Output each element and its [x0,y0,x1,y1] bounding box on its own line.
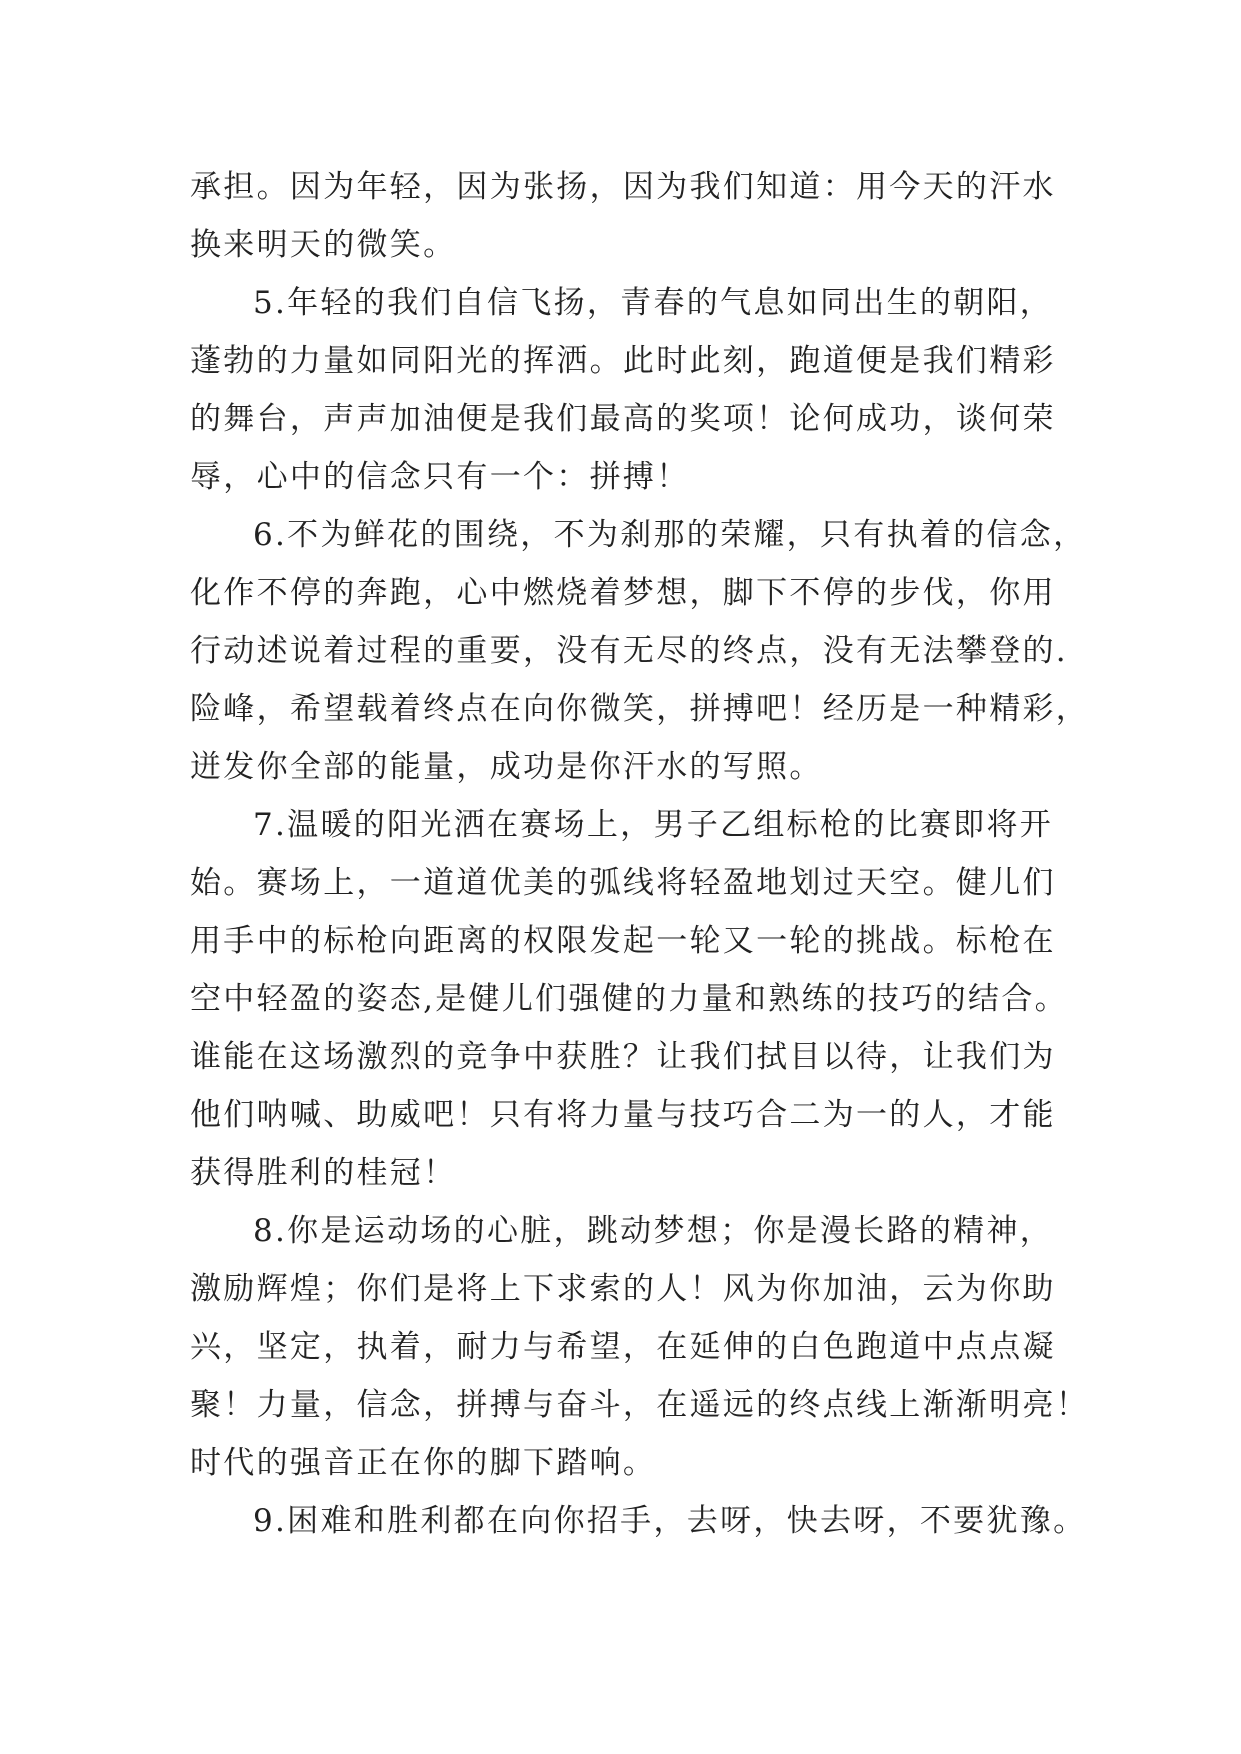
text-line: 7.温暖的阳光洒在赛场上，男子乙组标枪的比赛即将开 [253,807,1054,843]
paragraph-6 [190,506,1090,796]
text-line: 聚！力量，信念，拼搏与奋斗，在遥远的终点线上渐渐明亮！ [190,1387,1090,1423]
text-line: 的舞台，声声加油便是我们最高的奖项！论何成功，谈何荣 [190,401,1056,437]
text-line: 蓬勃的力量如同阳光的挥洒。此时此刻，跑道便是我们精彩 [190,343,1056,379]
text-line: 谁能在这场激烈的竞争中获胜？让我们拭目以待，让我们为 [190,1039,1056,1075]
text-line: 行动述说着过程的重要，没有无尽的终点，没有无法攀登的. [190,633,1068,669]
text-line: 迸发你全部的能量，成功是你汗水的写照。 [190,749,823,785]
text-line: 8.你是运动场的心脏，跳动梦想；你是漫长路的精神， [253,1213,1054,1249]
paragraph-continued [190,158,1060,274]
paragraph-5 [190,274,1060,506]
text-line: 用手中的标枪向距离的权限发起一轮又一轮的挑战。标枪在 [190,923,1056,959]
paragraph-9 [190,1492,1087,1550]
text-line: 9.困难和胜利都在向你招手，去呀，快去呀，不要犹豫。 [253,1503,1087,1539]
text-line: 空中轻盈的姿态,是健儿们强健的力量和熟练的技巧的结合。 [190,981,1068,1017]
text-line: 承担。因为年轻，因为张扬，因为我们知道：用今天的汗水 [190,169,1056,205]
text-line: 他们呐喊、助威吧！只有将力量与技巧合二为一的人，才能 [190,1097,1056,1133]
body-text [190,158,1090,1550]
paragraph-8 [190,1202,1090,1492]
paragraph-7 [190,796,1068,1202]
text-line: 化作不停的奔跑，心中燃烧着梦想，脚下不停的步伐，你用 [190,575,1056,611]
text-line: 换来明天的微笑。 [190,227,457,263]
text-line: 始。赛场上，一道道优美的弧线将轻盈地划过天空。健儿们 [190,865,1056,901]
text-line: 险峰，希望载着终点在向你微笑，拼搏吧！经历是一种精彩， [190,691,1090,727]
text-line: 时代的强音正在你的脚下踏响。 [190,1445,657,1481]
text-line: 5.年轻的我们自信飞扬，青春的气息如同出生的朝阳， [253,285,1054,321]
text-line: 兴，坚定，执着，耐力与希望，在延伸的白色跑道中点点凝 [190,1329,1056,1365]
text-line: 获得胜利的桂冠！ [190,1155,457,1191]
text-line: 6.不为鲜花的围绕，不为刹那的荣耀，只有执着的信念， [253,517,1087,553]
text-line: 激励辉煌；你们是将上下求索的人！风为你加油，云为你助 [190,1271,1056,1307]
text-line: 辱，心中的信念只有一个：拼搏！ [190,459,690,495]
